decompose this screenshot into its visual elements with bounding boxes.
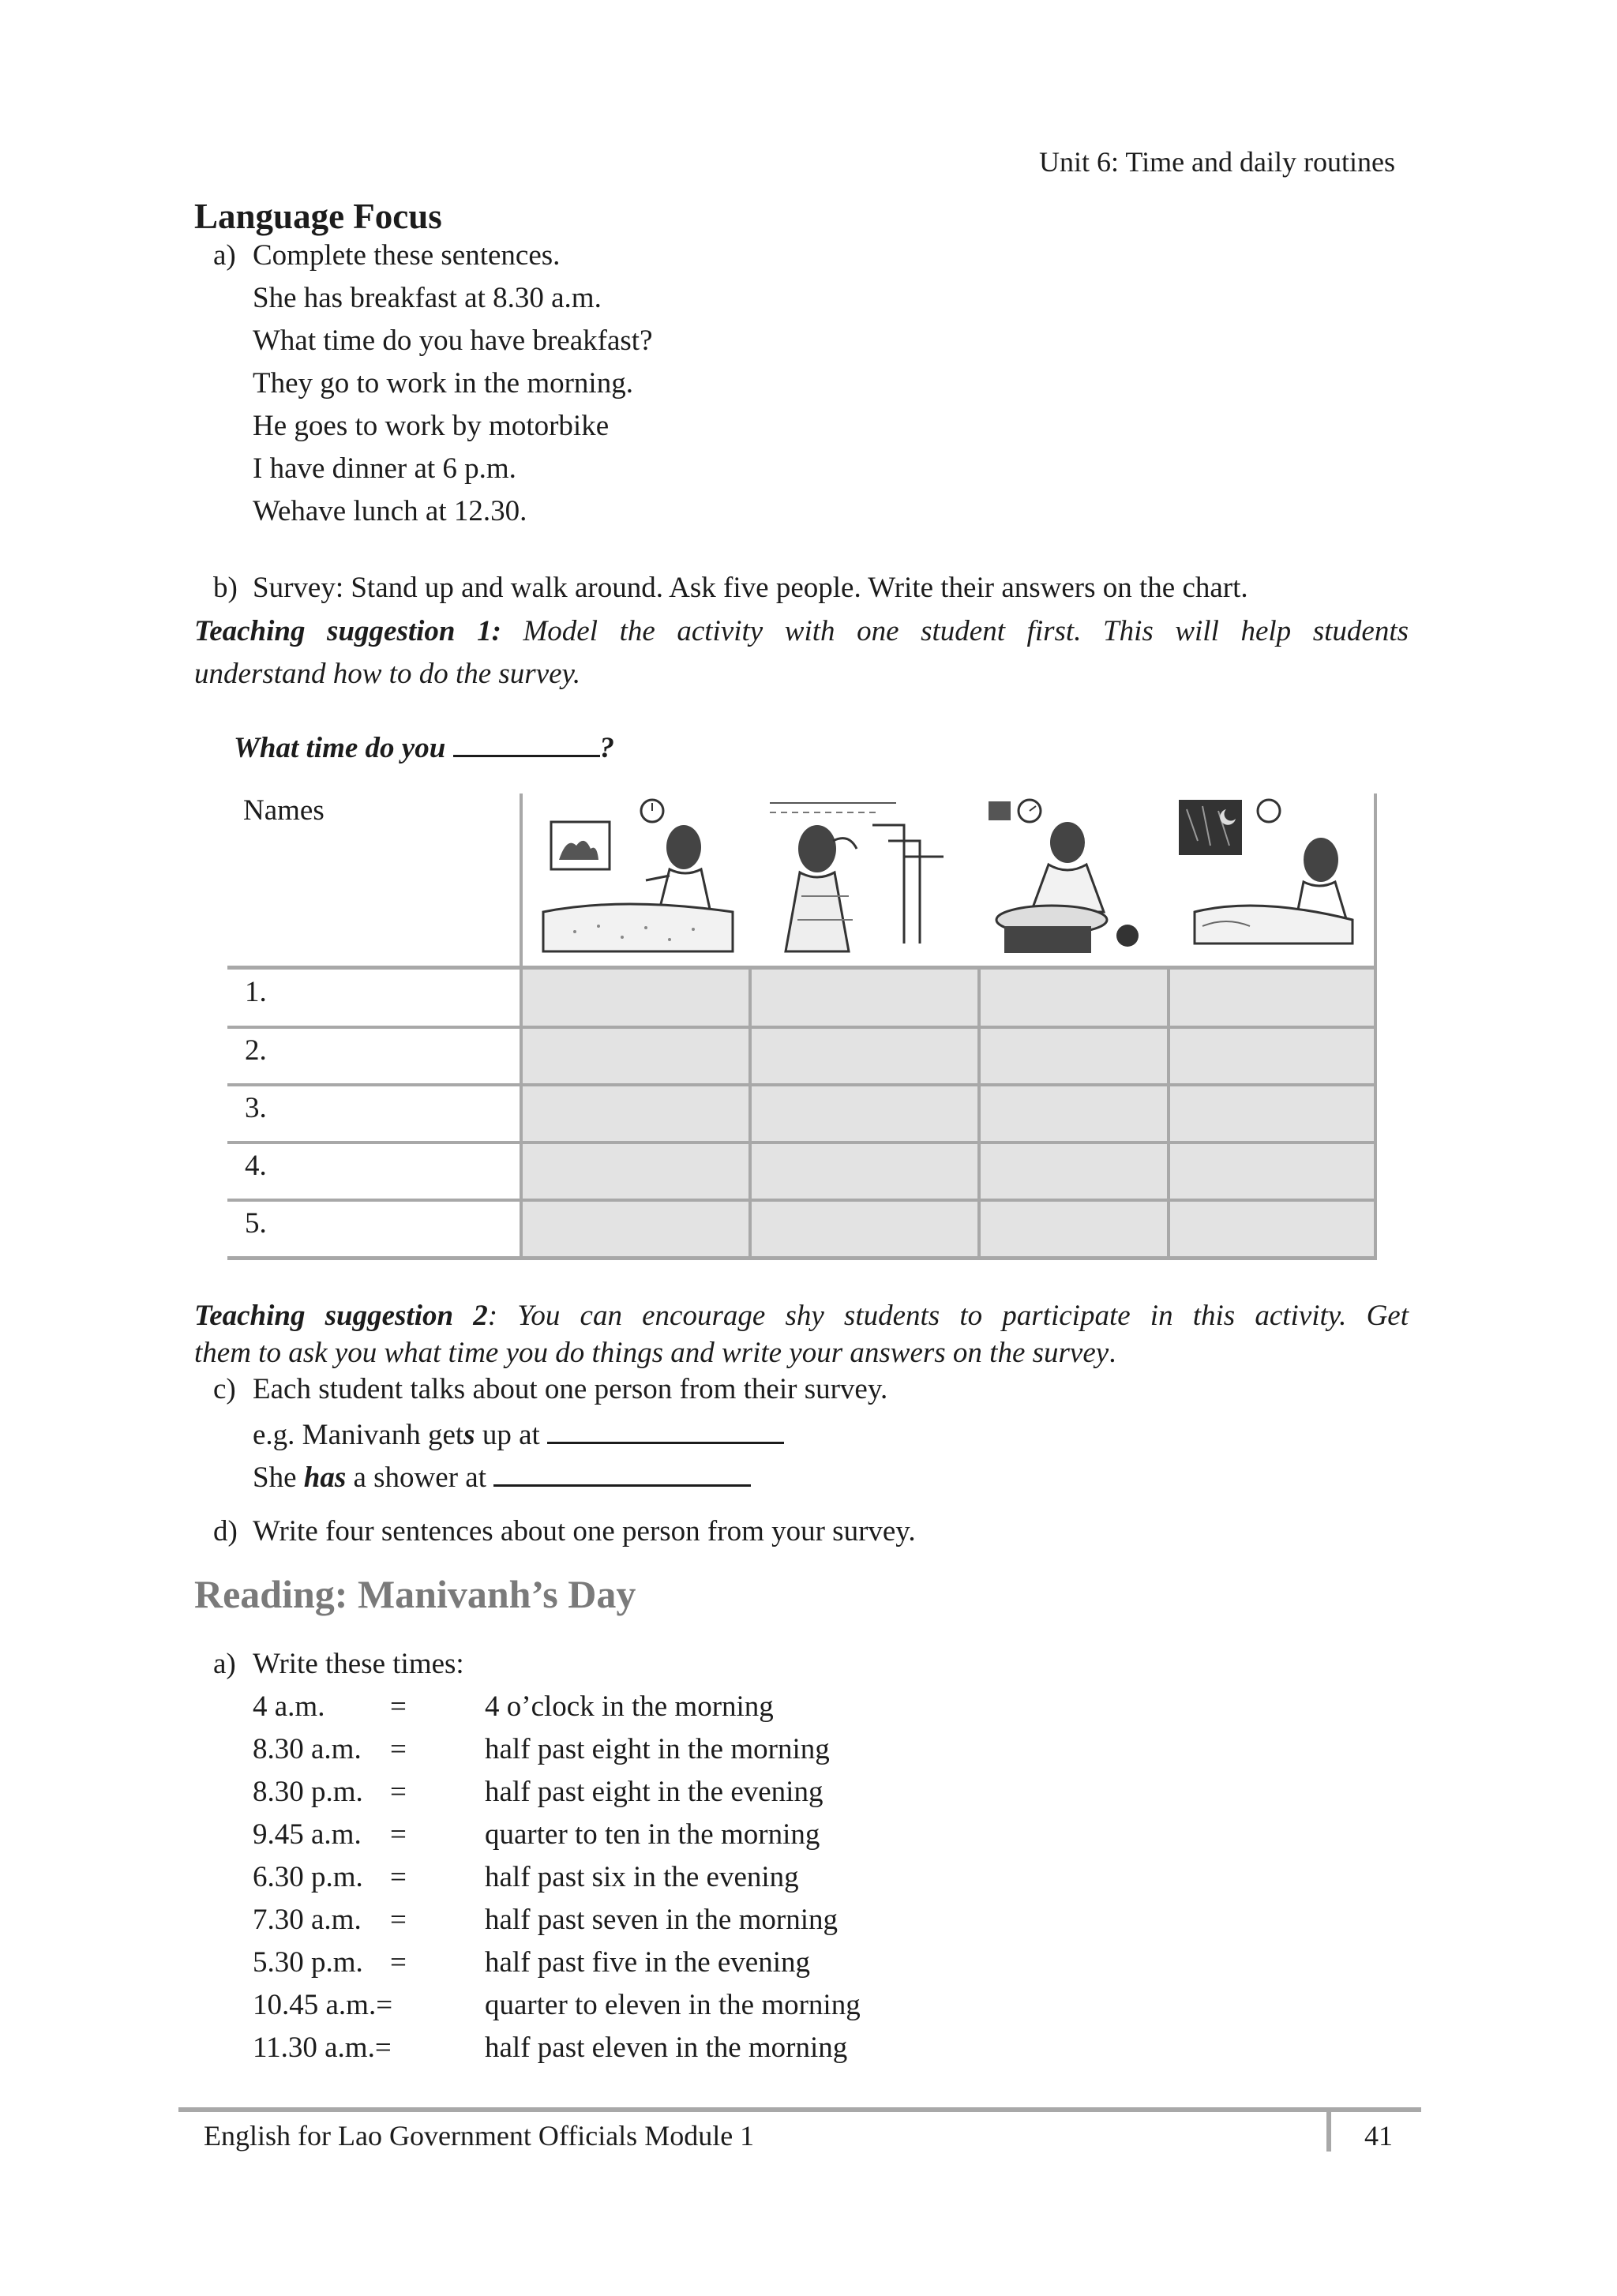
answer-cell [1170,1202,1375,1256]
section-title-language-focus: Language Focus [194,197,442,236]
answer-cell [752,970,977,1026]
time-words: half past five in the evening [485,1946,811,1979]
table-rule [748,966,752,1260]
time-words: half past eleven in the morning [485,2032,848,2064]
table-rule [227,1199,1377,1202]
section-title-reading: Reading: Manivanh’s Day [194,1572,636,1616]
table-rule [227,1141,1377,1144]
blank-line [493,1458,751,1487]
example-emphasis: s [463,1419,475,1451]
footer-book-title: English for Lao Government Officials Module 1 [204,2120,755,2152]
row-number: 5. [245,1207,267,1240]
time-words: quarter to ten in the morning [485,1818,820,1851]
survey-table [227,793,1377,1259]
time-value: 10.45 a.m.= [253,1989,393,2021]
suggestion-text: You can encourage shy students to participate in this activity. Get [517,1300,1409,1332]
teaching-suggestion-2 [194,1299,1409,1333]
suggestion-label: Teaching suggestion 1: [194,615,501,647]
teaching-suggestion-1-cont: understand how to do the survey. [194,658,581,690]
example-text: e.g. Manivanh get [253,1419,464,1451]
answer-cell [752,1202,977,1256]
answer-cell [981,1202,1167,1256]
sentence: I have dinner at 6 p.m. [253,452,516,485]
example-text: a shower at [353,1461,486,1494]
answer-cell [523,1086,748,1141]
row-number: 2. [245,1034,267,1067]
time-value: 8.30 p.m. [253,1776,363,1808]
blank-line [453,728,600,757]
item-letter-c: c) [213,1373,236,1405]
item-letter-a: a) [213,239,236,272]
picture-showering [754,793,977,963]
time-value: 9.45 a.m. [253,1818,362,1851]
table-rule [227,1083,1377,1086]
table-rule [1167,966,1170,1260]
equals-sign: = [390,1818,407,1851]
answer-cell [752,1029,977,1083]
answer-cell [523,1202,748,1256]
answer-cell [523,970,748,1026]
instruction-d: Write four sentences about one person from your survey. [253,1515,916,1548]
time-value: 7.30 a.m. [253,1904,362,1936]
sentence: They go to work in the morning. [253,367,633,400]
answer-cell [981,1029,1167,1083]
instruction-a: Complete these sentences. [253,239,561,272]
equals-sign: = [390,1861,407,1893]
instruction-reading-a: Write these times: [253,1648,464,1680]
item-letter-b: b) [213,572,238,604]
blank-line [547,1415,784,1444]
row-number: 4. [245,1150,267,1182]
equals-sign: = [390,1946,407,1979]
time-words: half past seven in the morning [485,1904,838,1936]
time-words: half past eight in the evening [485,1776,824,1808]
row-number: 3. [245,1092,267,1124]
time-words: half past eight in the morning [485,1733,830,1765]
time-value: 4 a.m. [253,1690,325,1723]
table-rule [227,1026,1377,1029]
equals-sign: = [390,1733,407,1765]
table-rule [977,966,981,1260]
footer-rule [178,2107,1421,2112]
answer-cell [981,1086,1167,1141]
answer-cell [1170,1029,1375,1083]
time-words: half past six in the evening [485,1861,799,1893]
time-words: 4 o’clock in the morning [485,1690,774,1723]
survey-question-start: What time do you [234,732,446,764]
teaching-suggestion-1 [194,614,1409,648]
sentence: She has breakfast at 8.30 a.m. [253,282,602,314]
time-value: 8.30 a.m. [253,1733,362,1765]
example-text: up at [482,1419,540,1451]
suggestion-label: Teaching suggestion 2 [194,1300,488,1332]
teaching-suggestion-2-cont [194,1336,1116,1370]
table-rule [1374,793,1377,1260]
suggestion-colon: : [487,1300,498,1332]
table-rule [227,966,1377,970]
row-number: 1. [245,976,267,1008]
names-header: Names [243,794,325,827]
table-rule [227,1256,1377,1260]
sentence: Wehave lunch at 12.30. [253,495,527,527]
suggestion-text: them to ask you what time you do things and write your answers on the survey [194,1337,1109,1369]
answer-cell [981,970,1167,1026]
example-2 [253,1458,751,1495]
running-head: Unit 6: Time and daily routines [1039,146,1396,178]
suggestion-text: Model the activity with one student first. This will help students [523,615,1409,647]
survey-question [234,728,614,765]
picture-waking-up [527,793,750,963]
instruction-b: Survey: Stand up and walk around. Ask five people. Write their answers on the chart. [253,572,1248,604]
page-number: 41 [1364,2120,1393,2152]
answer-cell [523,1029,748,1083]
example-text: She [253,1461,297,1494]
equals-sign: = [390,1904,407,1936]
instruction-c: Each student talks about one person from their survey. [253,1373,888,1405]
answer-cell [1170,970,1375,1026]
answer-cell [1170,1086,1375,1141]
suggestion-period: . [1109,1337,1116,1369]
answer-cell [752,1144,977,1199]
answer-cell [523,1144,748,1199]
table-rule [520,793,523,1260]
example-1 [253,1415,784,1452]
sentence: What time do you have breakfast? [253,325,653,357]
sentence: He goes to work by motorbike [253,410,610,442]
answer-cell [981,1144,1167,1199]
picture-sleeping [1171,793,1375,963]
example-emphasis: has [303,1461,347,1494]
time-value: 11.30 a.m.= [253,2032,392,2064]
time-value: 6.30 p.m. [253,1861,363,1893]
survey-question-end: ? [599,732,615,764]
item-letter-d: d) [213,1515,238,1548]
answer-cell [1170,1144,1375,1199]
picture-eating-breakfast [981,793,1167,963]
item-letter-a: a) [213,1648,236,1680]
equals-sign: = [390,1776,407,1808]
time-value: 5.30 p.m. [253,1946,363,1979]
answer-cell [752,1086,977,1141]
equals-sign: = [390,1690,407,1723]
footer-divider [1326,2107,1331,2152]
time-words: quarter to eleven in the morning [485,1989,861,2021]
